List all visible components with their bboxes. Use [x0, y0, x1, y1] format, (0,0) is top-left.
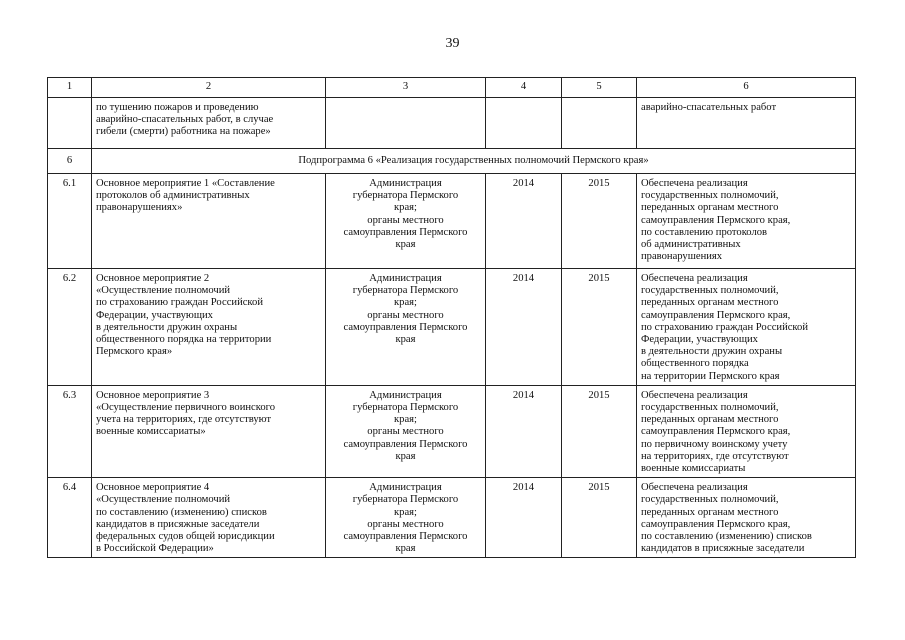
row-start: 2014 [486, 269, 562, 386]
continuation-end [562, 98, 637, 149]
row-num: 6.2 [48, 269, 92, 386]
row-executor: Администрация губернатора Пермского края; органы местного самоуправления Пермского края [326, 478, 486, 558]
subprogram-row [48, 149, 856, 174]
header-cell: 6 [637, 78, 856, 98]
row-num: 6.3 [48, 385, 92, 477]
continuation-num [48, 98, 92, 149]
row-end: 2015 [562, 174, 637, 269]
row-result: Обеспечена реализация государственных полномочий, переданных органам местного самоуправления Пермского края, по страхованию граждан Российской Федерации, участвующих в деятельности дружин охраны общественного порядка на территории Пермского края [637, 269, 856, 386]
row-start: 2014 [486, 174, 562, 269]
row-start: 2014 [486, 478, 562, 558]
row-name: Основное мероприятие 2 «Осуществление полномочий по страхованию граждан Российской Федерации, участвующих в деятельности дружин охраны общественного порядка на территории Пермского края» [92, 269, 326, 386]
row-name: Основное мероприятие 4 «Осуществление полномочий по составлению (изменению) списков кандидатов в присяжные заседатели федеральных судов общей юрисдикции в Российской Федерации» [92, 478, 326, 558]
header-cell: 4 [486, 78, 562, 98]
continuation-start [486, 98, 562, 149]
row-end: 2015 [562, 385, 637, 477]
table-row [48, 269, 856, 386]
row-end: 2015 [562, 269, 637, 386]
row-num: 6.1 [48, 174, 92, 269]
row-start: 2014 [486, 385, 562, 477]
continuation-row [48, 98, 856, 149]
activities-table [47, 77, 856, 558]
continuation-result: аварийно-спасательных работ [637, 98, 856, 149]
table-row [48, 174, 856, 269]
table-header-row [48, 78, 856, 98]
table-row [48, 385, 856, 477]
subprogram-num: 6 [48, 149, 92, 174]
row-end: 2015 [562, 478, 637, 558]
header-cell: 3 [326, 78, 486, 98]
row-result: Обеспечена реализация государственных полномочий, переданных органам местного самоуправления Пермского края, по составлению (изменению) списков кандидатов в присяжные заседатели [637, 478, 856, 558]
row-result: Обеспечена реализация государственных полномочий, переданных органам местного самоуправления Пермского края, по составлению протоколов об административных правонарушениях [637, 174, 856, 269]
header-cell: 1 [48, 78, 92, 98]
row-name: Основное мероприятие 3 «Осуществление первичного воинского учета на территориях, где отсутствуют военные комиссариаты» [92, 385, 326, 477]
continuation-name: по тушению пожаров и проведению аварийно-спасательных работ, в случае гибели (смерти) работника на пожаре» [92, 98, 326, 149]
continuation-executor [326, 98, 486, 149]
page-number: 39 [445, 36, 460, 51]
row-name: Основное мероприятие 1 «Составление протоколов об административных правонарушениях» [92, 174, 326, 269]
row-num: 6.4 [48, 478, 92, 558]
row-executor: Администрация губернатора Пермского края; органы местного самоуправления Пермского края [326, 174, 486, 269]
table-row [48, 478, 856, 558]
header-cell: 2 [92, 78, 326, 98]
row-result: Обеспечена реализация государственных полномочий, переданных органам местного самоуправления Пермского края, по первичному воинскому учету на территориях, где отсутствуют военные комиссариаты [637, 385, 856, 477]
header-cell: 5 [562, 78, 637, 98]
row-executor: Администрация губернатора Пермского края; органы местного самоуправления Пермского края [326, 269, 486, 386]
row-executor: Администрация губернатора Пермского края; органы местного самоуправления Пермского края [326, 385, 486, 477]
subprogram-title: Подпрограмма 6 «Реализация государственных полномочий Пермского края» [92, 149, 856, 174]
